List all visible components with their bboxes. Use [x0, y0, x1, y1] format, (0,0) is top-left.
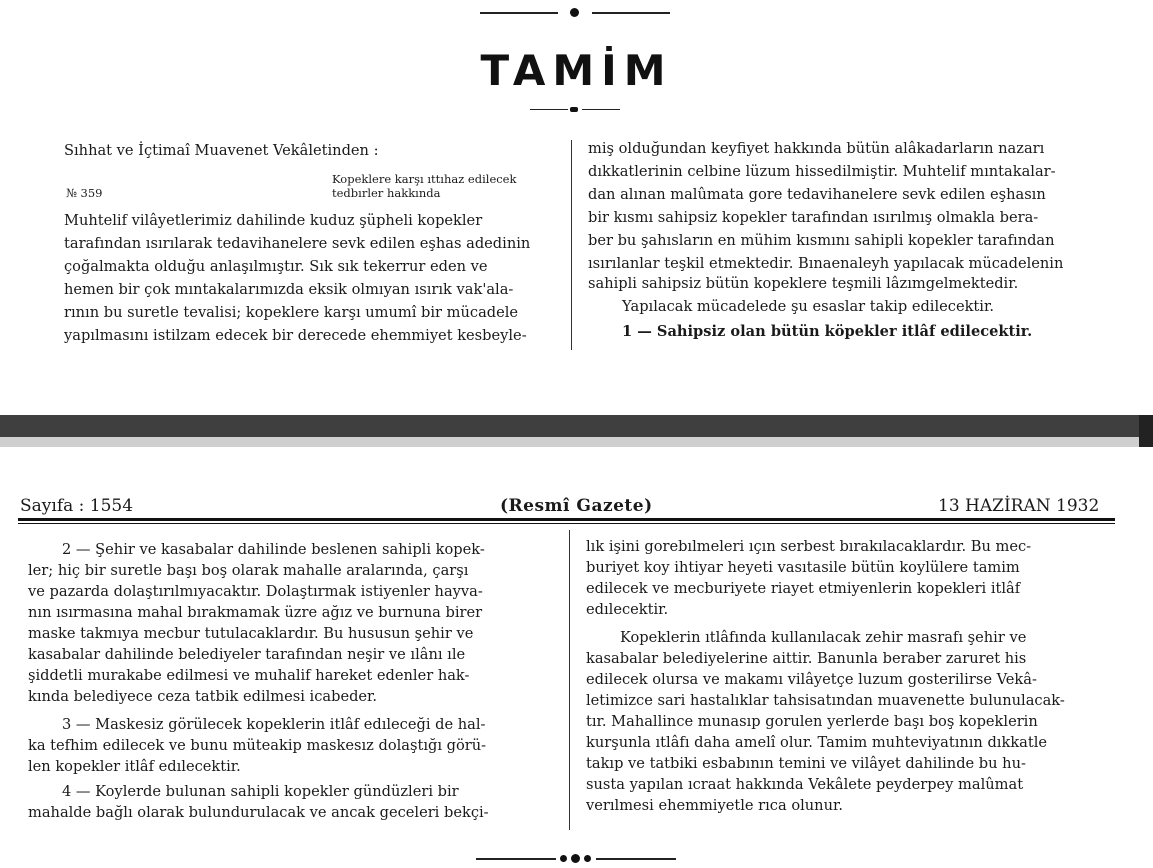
top-right-line: ber bu şahısların en mühim kısmını sahipli kopekler tarafından [588, 232, 1055, 249]
top-right-line: dıkkatlerinin celbine lüzum hissedilmiştir. Muhtelif mıntakalar- [588, 163, 1056, 180]
bottom-right-p2-line: Kopeklerin ıtlâfında kullanılacak zehir masrafı şehir ve [620, 629, 1027, 646]
bottom-right-p2-line: kasabalar belediyelerine aittir. Banunla beraber zaruret his [586, 650, 1027, 667]
bottom-ornament [476, 852, 676, 866]
bottom-left-line: kında belediyece ceza tatbik edilmesi icabeder. [28, 688, 378, 705]
scan-separator [0, 415, 1153, 437]
bottom-right-p2-line: susta yapılan ıcraat hakkında Vekâlete peyderpey malûmat [586, 776, 1024, 793]
top-left-line: hemen bir çok mıntakalarımızda eksik olmıyan ısırık vak'ala- [64, 281, 514, 298]
scan-separator-edge [1139, 415, 1153, 447]
bottom-right-p2-line: kurşunla ıtlâfı daha amelî olur. Tamim muhteviyatının dıkkatle [586, 734, 1048, 751]
top-left-line: rının bu suretle tevalisi; kopeklere karşı umumî bir mücadele [64, 304, 519, 321]
bottom-left-line: maske takmıya mecbur tutulacaklardır. Bu hususun şehir ve [28, 625, 474, 642]
page-number: Sayıfa : 1554 [20, 496, 134, 516]
top-left-line: tarafından ısırılarak tedavihanelere sevk edilen eşhas adedinin [64, 235, 531, 252]
document-title: TAMİM [480, 46, 673, 95]
bottom-right-p2-line: takıp ve tatbiki esbabının temini ve vilâyet dahilinde bu hu- [586, 755, 1026, 772]
issue-date: 13 HAZİRAN 1932 [938, 496, 1100, 516]
issuer: Sıhhat ve İçtimaî Muavenet Vekâletinden : [64, 142, 379, 159]
bottom-right-p2-line: edilecek olursa ve makamı vilâyetçe luzum gosterilirse Vekâ- [586, 671, 1037, 688]
top-right-line: sahipli sahipsiz bütün kopeklere teşmili lâzımgelmektedir. [588, 275, 1019, 292]
top-right-paragraph-3: 1 — Sahipsiz olan bütün köpekler itlâf edilecektir. [622, 323, 1033, 340]
top-right-line: miş olduğundan keyfiyet hakkında bütün alâkadarların nazarı [588, 140, 1045, 157]
bottom-left-p3-line: len kopekler itlâf edılecektir. [28, 758, 241, 775]
bottom-right-p2-line: verılmesi ehemmiyetle rıca olunur. [586, 797, 843, 814]
bottom-left-p3-line: ka tefhim edilecek ve bunu müteakip maskesız dolaştığı görü- [28, 737, 487, 754]
top-left-line: Muhtelif vilâyetlerimiz dahilinde kuduz şüpheli kopekler [64, 212, 483, 229]
bottom-right-line: lık işini gorebılmeleri ıçın serbest bırakılacaklardır. Bu mec- [586, 538, 1032, 555]
bottom-right-p2-line: letimizce sari hastalıklar tahsisatından muavenette bulunulacak- [586, 692, 1065, 709]
bottom-left-line: kasabalar dahilinde belediyeler tarafından neşir ve ılânı ıle [28, 646, 466, 663]
subject-line-1: Kopeklere karşı ıttıhaz edilecek [332, 172, 517, 186]
top-ornament [480, 6, 670, 20]
bottom-right-line: edilecek ve mecburiyete riayet etmiyenlerin kopekleri itlâf [586, 580, 1021, 597]
subject-line-2: tedbırler hakkında [332, 186, 441, 200]
bottom-right-p2-line: tır. Mahallince munasıp gorulen yerlerde başı boş kopeklerin [586, 713, 1038, 730]
bottom-left-line: nın ısırmasına mahal bırakmamak üzre ağız ve burnuna birer [28, 604, 483, 621]
top-right-line: dan alınan malûmata gore tedavihanelere sevk edilen eşhasın [588, 186, 1046, 203]
column-divider [571, 140, 572, 350]
bottom-left-line: şiddetli murakabe edilmesi ve muhalif hareket edenler hak- [28, 667, 470, 684]
gazette-name: (Resmî Gazete) [500, 496, 653, 516]
bottom-right-line: edılecektir. [586, 601, 669, 618]
bottom-left-p4-line: mahalde bağlı olarak bulundurulacak ve ancak geceleri bekçi- [28, 804, 489, 821]
bottom-left-line: ler; hiç bir suretle başı boş olarak mahalle aralarında, çarşı [28, 562, 469, 579]
bottom-left-line: ve pazarda dolaştırılmıyacaktır. Dolaştırmak istiyenler hayva- [28, 583, 483, 600]
bottom-column-divider [569, 530, 570, 830]
top-right-line: ısırılanlar teşkil etmektedir. Bınaenaleyh yapılacak mücadelenin [588, 255, 1064, 272]
bottom-right-line: buriyet koy ihtiyar heyeti vasıtasile bütün koylülere tamim [586, 559, 1020, 576]
header-rule [18, 518, 1115, 521]
bottom-left-line: 2 — Şehir ve kasabalar dahilinde beslenen sahipli kopek- [62, 541, 485, 558]
top-left-line: yapılmasını istilzam edecek bir derecede ehemmiyet kesbeyle- [64, 327, 527, 344]
bottom-left-p4-line: 4 — Koylerde bulunan sahipli kopekler gündüzleri bir [62, 783, 459, 800]
header-rule-thin [18, 523, 1115, 524]
top-right-paragraph-2: Yapılacak mücadelede şu esaslar takip edilecektir. [622, 298, 994, 315]
document-number: № 359 [66, 186, 103, 200]
scan-separator-shadow [0, 437, 1153, 447]
title-ornament [530, 103, 620, 117]
top-right-line: bir kısmı sahipsiz kopekler tarafından ısırılmış olmakla bera- [588, 209, 1039, 226]
bottom-left-p3-line: 3 — Maskesiz görülecek kopeklerin itlâf edıleceği de hal- [62, 716, 486, 733]
top-left-line: çoğalmakta olduğu anlaşılmıştır. Sık sık tekerrur eden ve [64, 258, 488, 275]
